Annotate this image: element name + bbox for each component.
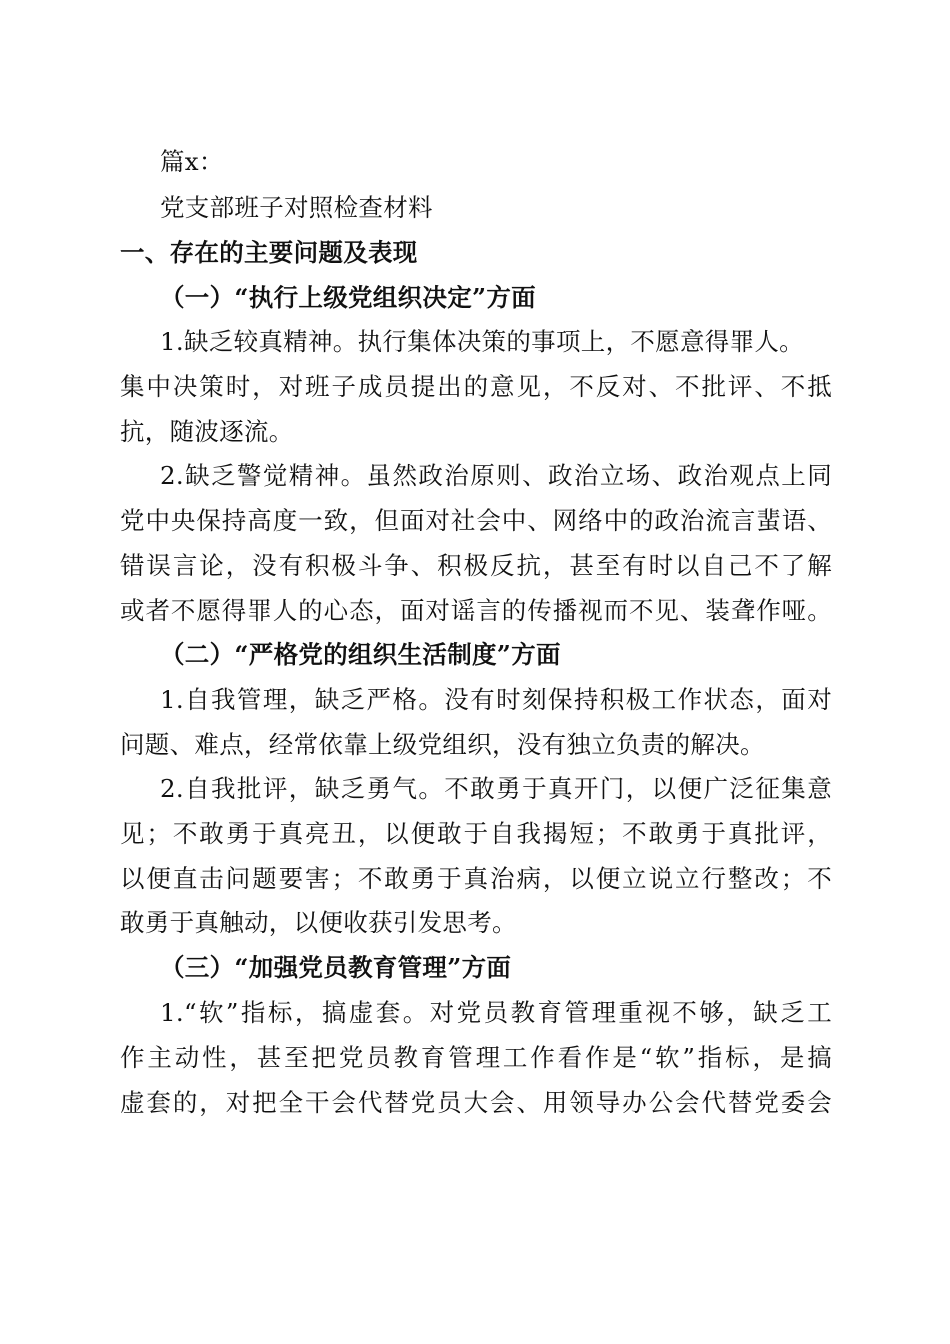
paragraph-line: 2.自我批评，缺乏勇气。不敢勇于真开门，以便广泛征集意 xyxy=(160,774,832,803)
paragraph-line: 见；不敢勇于真亮丑，以便敢于自我揭短；不敢勇于真批评， xyxy=(120,819,832,848)
paragraph-line: 党中央保持高度一致，但面对社会中、网络中的政治流言蜚语、 xyxy=(120,506,832,535)
paragraph-line: 虚套的，对把全干会代替党员大会、用领导办公会代替党委会 xyxy=(120,1088,832,1117)
paragraph-line: 1.缺乏较真精神。执行集体决策的事项上，不愿意得罪人。 xyxy=(160,327,804,356)
paragraph-line: 1.“软”指标，搞虚套。对党员教育管理重视不够，缺乏工 xyxy=(160,998,832,1027)
section-heading-1: 一、存在的主要问题及表现 xyxy=(120,238,418,267)
paragraph-line: 问题、难点，经常依靠上级党组织，没有独立负责的解决。 xyxy=(120,730,765,759)
paragraph-line: 错误言论，没有积极斗争、积极反抗，甚至有时以自己不了解 xyxy=(120,551,832,580)
paragraph-line: 抗，随波逐流。 xyxy=(120,417,294,446)
subsection-heading-1: （一）“执行上级党组织决定”方面 xyxy=(160,283,536,312)
subsection-heading-2: （二）“严格党的组织生活制度”方面 xyxy=(160,640,561,669)
paragraph-line: 或者不愿得罪人的心态，面对谣言的传播视而不见、装聋作哑。 xyxy=(120,596,832,625)
paragraph-line: 集中决策时，对班子成员提出的意见，不反对、不批评、不抵 xyxy=(120,372,832,401)
paragraph-line: 1.自我管理，缺乏严格。没有时刻保持积极工作状态，面对 xyxy=(160,685,832,714)
paragraph-line: 作主动性，甚至把党员教育管理工作看作是“软”指标，是搞 xyxy=(120,1043,832,1072)
paragraph-line: 敢勇于真触动，以便收获引发思考。 xyxy=(120,908,517,937)
doc-title: 党支部班子对照检查材料 xyxy=(160,193,433,222)
subsection-heading-3: （三）“加强党员教育管理”方面 xyxy=(160,953,512,982)
paragraph-line: 以便直击问题要害；不敢勇于真治病，以便立说立行整改；不 xyxy=(120,864,832,893)
paragraph-line: 2.缺乏警觉精神。虽然政治原则、政治立场、政治观点上同 xyxy=(160,461,832,490)
doc-label: 篇x： xyxy=(160,147,224,176)
